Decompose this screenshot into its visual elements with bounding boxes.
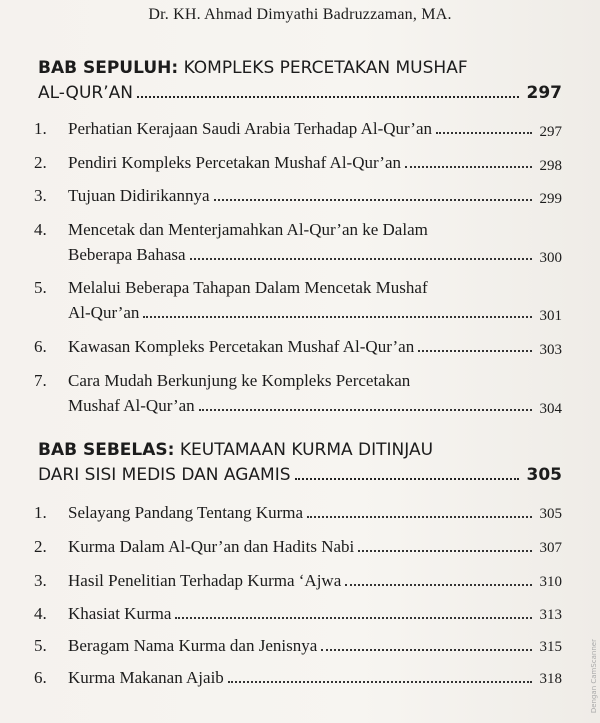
toc-entry[interactable] — [34, 568, 562, 595]
entry-page-number: 313 — [539, 607, 562, 623]
entry-page-number: 300 — [539, 250, 562, 266]
entry-number: 3. — [34, 571, 47, 590]
entry-title: Perhatian Kerajaan Saudi Arabia Terhadap Al-Qur’an — [68, 119, 433, 138]
entry-title-line1: Mencetak dan Menterjamahkan Al-Qur’an ke Dalam — [68, 220, 428, 239]
scanner-watermark: Dengan CamScanner — [590, 638, 598, 713]
dot-leader — [190, 258, 532, 260]
chapter-page-number: 297 — [526, 83, 562, 103]
entry-title: Kurma Dalam Al-Qur’an dan Hadits Nabi — [68, 537, 355, 556]
dot-leader — [199, 409, 532, 411]
toc-entry[interactable] — [34, 275, 562, 327]
entry-title: Hasil Penelitian Terhadap Kurma ‘Ajwa — [68, 571, 342, 590]
dot-leader — [137, 96, 519, 98]
entry-page-number: 315 — [539, 639, 562, 655]
dot-leader — [214, 199, 532, 201]
dot-leader — [295, 478, 519, 480]
chapter-label: BAB SEBELAS: — [38, 440, 175, 460]
entry-title-line2: Mushaf Al-Qur’an — [68, 396, 195, 415]
entry-number: 1. — [34, 119, 47, 138]
entry-number: 1. — [34, 503, 47, 522]
entry-title: Kawasan Kompleks Percetakan Mushaf Al-Qur’an — [68, 337, 415, 356]
entry-title: Kurma Makanan Ajaib — [68, 668, 224, 687]
entry-page-number: 303 — [539, 342, 562, 358]
entry-number: 4. — [34, 220, 47, 239]
dot-leader — [143, 316, 531, 318]
chapter-title-line2: AL-QUR’AN — [38, 83, 133, 103]
chapter-title-line2: DARI SISI MEDIS DAN AGAMIS — [38, 465, 291, 485]
chapter-heading — [38, 438, 562, 488]
chapter-heading — [38, 56, 562, 106]
entry-number: 5. — [34, 636, 47, 655]
dot-leader — [405, 166, 532, 168]
dot-leader — [175, 617, 531, 619]
toc-entry[interactable] — [34, 334, 562, 361]
chapter-title-line1: KOMPLEKS PERCETAKAN MUSHAF — [183, 58, 468, 78]
entry-title-line1: Melalui Beberapa Tahapan Dalam Mencetak Mushaf — [68, 278, 428, 297]
toc-entry[interactable] — [34, 534, 562, 561]
toc-entry[interactable] — [34, 633, 562, 660]
entry-title-line2: Beberapa Bahasa — [68, 245, 186, 264]
entry-title: Pendiri Kompleks Percetakan Mushaf Al-Qur’an — [68, 153, 401, 172]
chapter-title-line1: KEUTAMAAN KURMA DITINJAU — [179, 440, 434, 460]
chapter-page-number: 305 — [526, 465, 562, 485]
entry-number: 6. — [34, 337, 47, 356]
dot-leader — [228, 681, 532, 683]
toc-entry[interactable] — [34, 116, 562, 143]
entry-title-line2: Al-Qur’an — [68, 303, 140, 322]
entry-title: Khasiat Kurma — [68, 604, 172, 623]
entry-page-number: 305 — [539, 506, 562, 522]
entry-number: 7. — [34, 371, 47, 390]
dot-leader — [358, 550, 531, 552]
entry-page-number: 318 — [539, 671, 562, 687]
entry-number: 2. — [34, 537, 47, 556]
entry-number: 3. — [34, 186, 47, 205]
toc-entry[interactable] — [34, 183, 562, 210]
entry-page-number: 299 — [539, 191, 562, 207]
entry-page-number: 298 — [539, 158, 562, 174]
entry-number: 5. — [34, 278, 47, 297]
entry-number: 6. — [34, 668, 47, 687]
toc-entry[interactable] — [34, 500, 562, 527]
dot-leader — [345, 584, 531, 586]
running-header: Dr. KH. Ahmad Dimyathi Badruzzaman, MA. — [148, 6, 452, 23]
toc-entry[interactable] — [34, 665, 562, 692]
chapter-label: BAB SEPULUH: — [38, 58, 179, 78]
entry-title: Beragam Nama Kurma dan Jenisnya — [68, 636, 318, 655]
entry-page-number: 310 — [539, 574, 562, 590]
dot-leader — [307, 516, 531, 518]
entry-page-number: 301 — [539, 308, 562, 324]
toc-entry[interactable] — [34, 601, 562, 628]
dot-leader — [418, 350, 531, 352]
dot-leader — [321, 649, 531, 651]
entry-number: 2. — [34, 153, 47, 172]
entry-title: Tujuan Didirikannya — [68, 186, 210, 205]
toc-entry[interactable] — [34, 150, 562, 177]
entry-number: 4. — [34, 604, 47, 623]
dot-leader — [436, 132, 531, 134]
entry-title-line1: Cara Mudah Berkunjung ke Kompleks Percetakan — [68, 371, 411, 390]
toc-entry[interactable] — [34, 217, 562, 269]
entry-page-number: 307 — [539, 540, 562, 556]
entry-page-number: 297 — [539, 124, 562, 140]
entry-title: Selayang Pandang Tentang Kurma — [68, 503, 304, 522]
toc-entry[interactable] — [34, 368, 562, 420]
entry-page-number: 304 — [539, 401, 562, 417]
